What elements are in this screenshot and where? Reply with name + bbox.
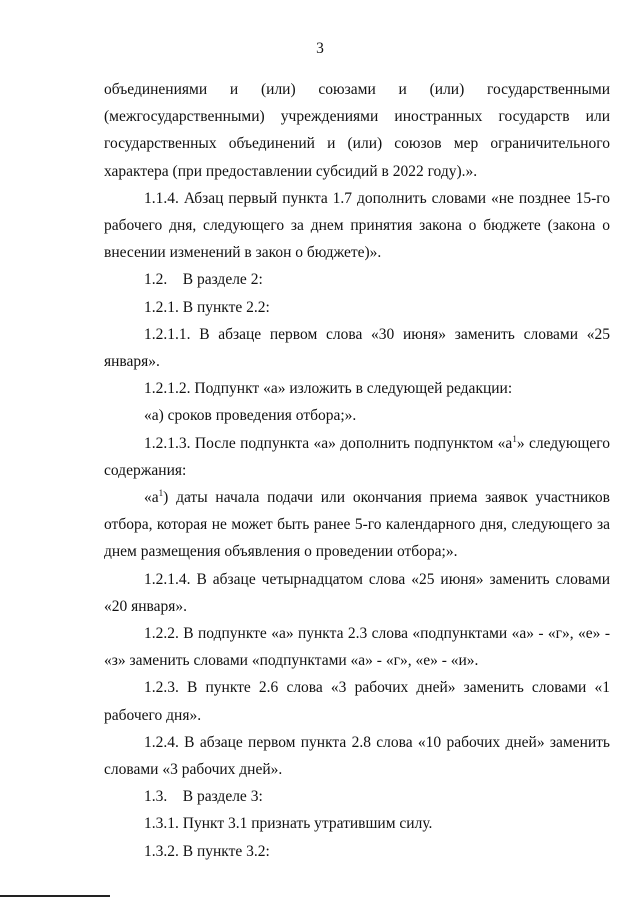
superscript: 1	[512, 433, 517, 444]
paragraph: 1.3.1. Пункт 3.1 признать утратившим силу.	[144, 815, 433, 833]
text-run: » следующего содержания:	[104, 434, 610, 479]
paragraph: объединениями и (или) союзами и (или) государственными (межгосударственными) учреждениями иностранных государств или государственных объединений и (или) союзов мер ограничительного характера (при предоставлении субсидий в 2022 году).».	[104, 81, 610, 180]
text-run: ) даты начала подачи или окончания приема заявок участников отбора, которая не может быть ранее 5-го календарного дня, следующего за днем размещения объявления о проведении отбора;».	[104, 489, 610, 561]
paragraph: 1.2.3. В пункте 2.6 слова «3 рабочих дней» заменить словами «1 рабочего дня».	[104, 679, 610, 724]
paragraph: 1.2.1. В пункте 2.2:	[144, 298, 270, 316]
text-run: 1.2.1.3. После подпункта «а» дополнить подпунктом «а	[144, 434, 513, 452]
paragraph: 1.2.4. В абзаце первом пункта 2.8 слова «10 рабочих дней» заменить словами «3 рабочих дней».	[104, 733, 610, 779]
section-heading: 1.3. В разделе 3:	[144, 788, 263, 806]
paragraph: 1.1.4. Абзац первый пункта 1.7 дополнить словами «не позднее 15-го рабочего дня, следующего за днем принятия закона о бюджете (закона о внесении изменений в закон о бюджете)».	[104, 189, 610, 262]
paragraph: 1.2.2. В подпункте «а» пункта 2.3 слова «подпунктами «а» - «г», «е» - «з» заменить словами «подпунктами «а» - «г», «е» - «и».	[104, 625, 610, 670]
text-run: «а	[144, 489, 159, 507]
document-body	[104, 76, 610, 865]
superscript: 1	[158, 487, 164, 498]
paragraph: 1.2.1.1. В абзаце первом слова «30 июня» заменить словами «25 января».	[104, 325, 610, 371]
page-number: 3	[316, 40, 324, 57]
paragraph	[104, 430, 610, 484]
footer-divider	[0, 895, 110, 897]
paragraph: 1.2.1.4. В абзаце четырнадцатом слова «25 июня» заменить словами «20 января».	[104, 570, 610, 615]
section-heading: 1.2. В разделе 2:	[144, 271, 263, 289]
paragraph: 1.3.2. В пункте 3.2:	[144, 842, 270, 860]
paragraph: «а) сроков проведения отбора;».	[144, 407, 357, 425]
paragraph: 1.2.1.2. Подпункт «а» изложить в следующей редакции:	[144, 380, 513, 398]
paragraph	[104, 484, 610, 566]
